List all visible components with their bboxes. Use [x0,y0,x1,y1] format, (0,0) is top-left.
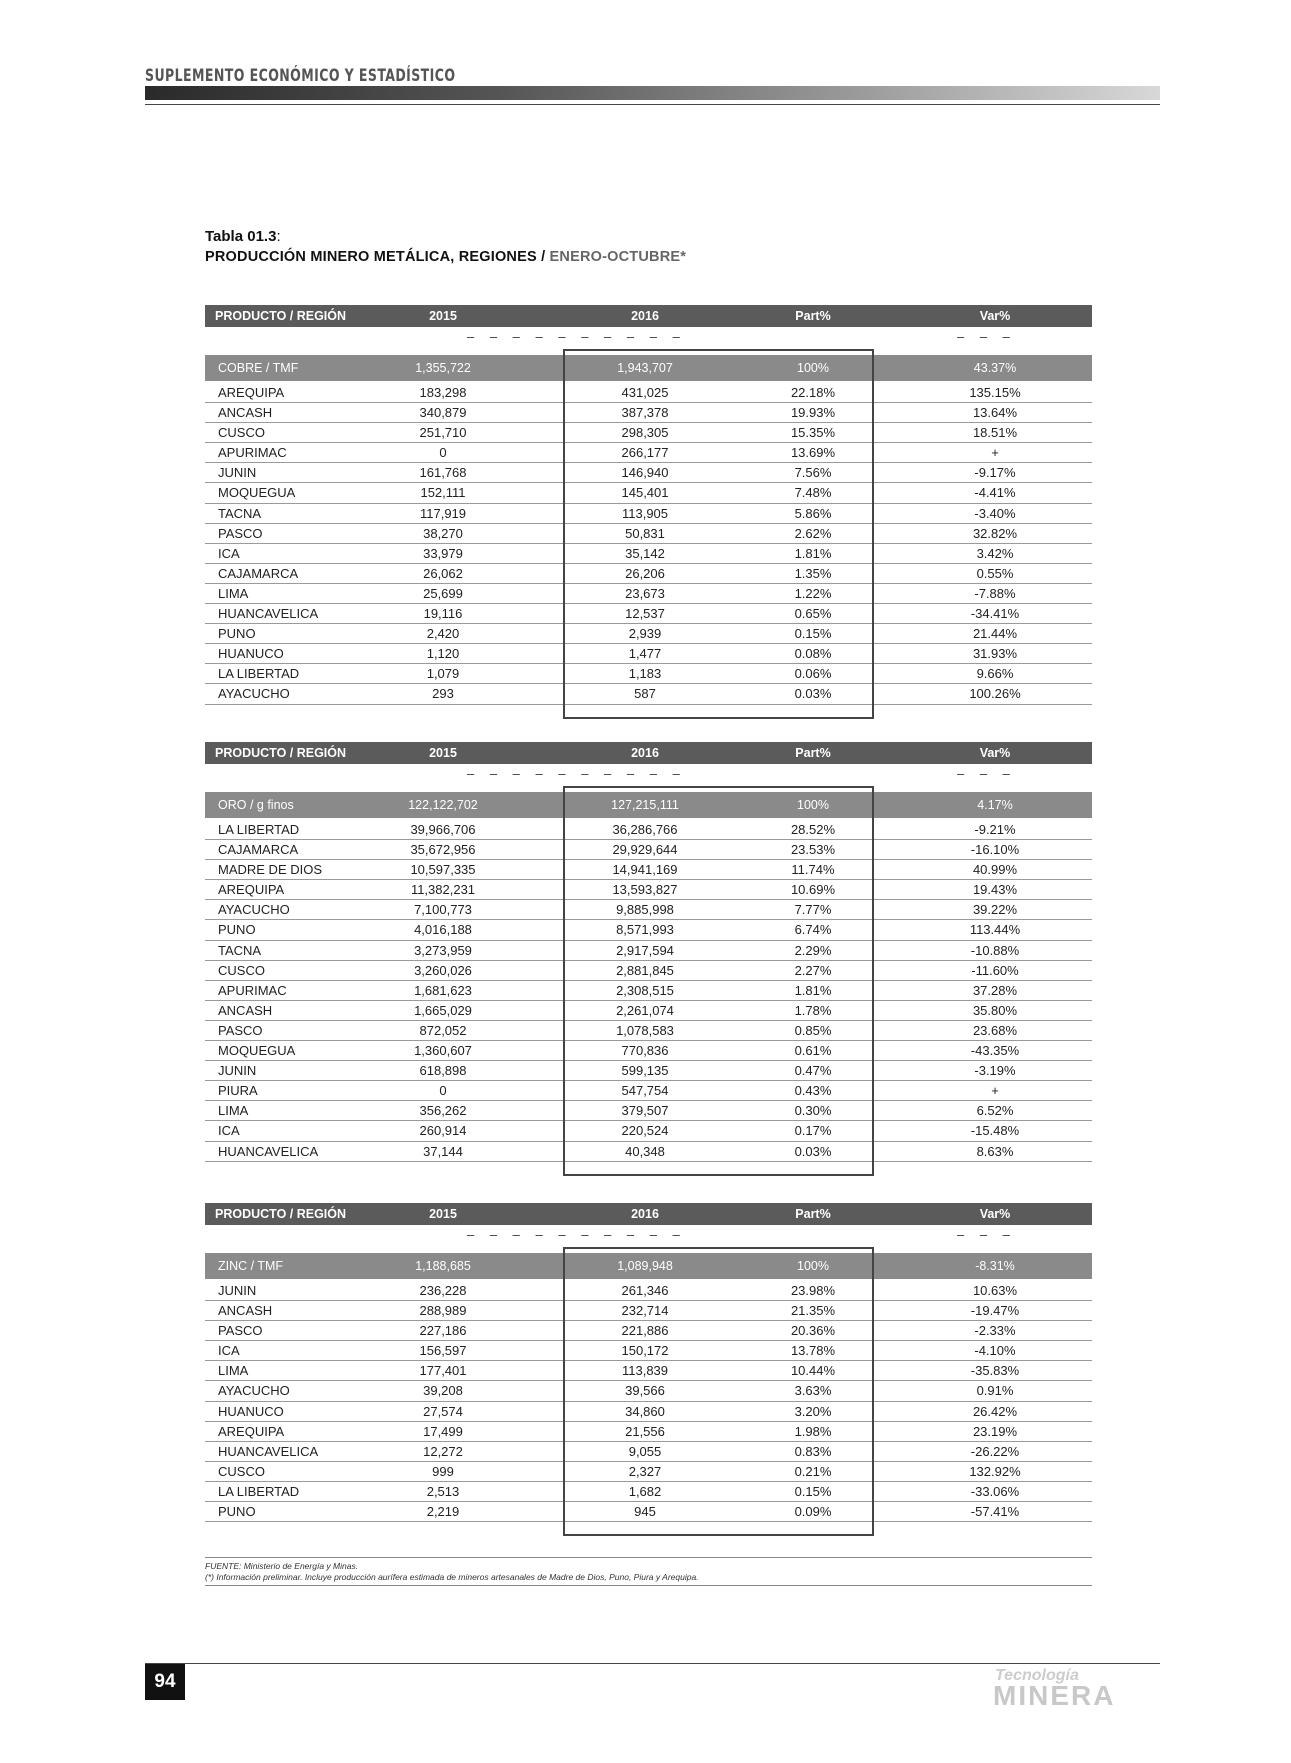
total-part: 100% [797,798,829,812]
column-header-row [205,305,1092,327]
region-name: MOQUEGUA [218,485,296,501]
total-2015: 1,355,722 [415,361,471,375]
region-name: PASCO [218,1323,263,1339]
region-name: MADRE DE DIOS [218,862,323,878]
value-part: 10.44% [790,1363,836,1379]
value-2015: 236,228 [419,1283,467,1298]
value-2015: 260,914 [419,1123,467,1139]
value-var: -35.83% [970,1363,1020,1379]
value-part: 7.77% [794,902,832,918]
value-part: 6.74% [794,922,832,938]
value-part: 0.15% [794,626,832,642]
region-name: APURIMAC [218,445,287,461]
value-2016: 431,025 [621,385,669,400]
value-2016: 547,754 [621,1083,669,1099]
header-region: PRODUCTO / REGIÓN [215,746,347,760]
value-part: 0.03% [794,686,832,702]
value-part: 1.35% [794,565,832,581]
value-2016: 13,593,827 [612,882,678,898]
value-part: 1.78% [794,1002,832,1018]
value-part: 28.52% [790,822,836,837]
region-name: LA LIBERTAD [218,666,300,682]
value-2016: 8,571,993 [616,922,674,938]
value-part: 5.86% [794,505,832,521]
total-var: 43.37% [973,361,1017,375]
header-2016: 2016 [631,746,659,760]
value-var: 0.55% [976,565,1014,581]
value-2015: 293 [432,686,454,702]
dash-var: – – – [957,1227,1016,1242]
section-title: SUPLEMENTO ECONÓMICO Y ESTADÍSTICO [145,66,456,86]
value-2016: 1,183 [628,666,662,682]
header-2015: 2015 [429,746,457,760]
region-name: CUSCO [218,962,265,978]
value-2015: 1,665,029 [414,1002,472,1018]
value-var: -16.10% [970,842,1020,858]
value-part: 1.22% [794,585,832,601]
header-2015: 2015 [429,1207,457,1221]
value-2015: 38,270 [423,525,463,541]
region-name: PUNO [218,1504,256,1520]
region-name: CUSCO [218,425,265,441]
value-var: 135.15% [969,385,1021,400]
total-var: 4.17% [977,798,1013,812]
region-name: ANCASH [218,1002,273,1018]
value-2015: 4,016,188 [414,922,472,938]
value-2015: 356,262 [419,1103,467,1119]
value-2016: 945 [634,1504,656,1520]
value-part: 0.65% [794,606,832,622]
value-part: 3.63% [794,1383,832,1399]
value-2015: 1,681,623 [414,982,472,998]
value-part: 2.27% [794,962,832,978]
value-part: 20.36% [790,1323,836,1339]
value-2016: 12,537 [625,606,665,622]
region-name: AYACUCHO [218,686,290,702]
value-2016: 113,839 [621,1363,669,1379]
region-name: JUNIN [218,1283,257,1298]
footnote-bottom-rule [205,1585,1092,1586]
value-2015: 872,052 [419,1022,467,1038]
header-2015: 2015 [429,309,457,323]
region-name: ANCASH [218,1303,273,1319]
region-name: CUSCO [218,1463,265,1479]
region-name: CAJAMARCA [218,842,299,858]
header-region: PRODUCTO / REGIÓN [215,1207,347,1221]
region-name: MOQUEGUA [218,1043,296,1059]
dash-years: – – – – – – – – – – [467,766,686,781]
footnote-top-rule [205,1557,1092,1558]
value-var: -34.41% [970,606,1020,622]
value-2016: 9,055 [628,1443,662,1459]
region-name: ICA [218,1343,240,1359]
value-2016: 298,305 [621,425,669,441]
column-header-row [205,742,1092,764]
region-name: HUANCAVELICA [218,1143,319,1159]
value-2015: 152,111 [420,485,466,501]
product-label: COBRE / TMF [218,361,299,375]
value-2015: 39,208 [423,1383,463,1399]
footer-divider [145,1663,1160,1664]
dash-years: – – – – – – – – – – [467,329,686,344]
value-part: 0.03% [794,1143,832,1159]
region-name: PASCO [218,1022,263,1038]
value-var: -2.33% [974,1323,1016,1339]
value-part: 21.35% [790,1303,836,1319]
value-var: 31.93% [972,646,1018,662]
table-label: Tabla 01.3: [205,228,281,245]
value-2016: 1,078,583 [616,1022,674,1038]
region-name: LIMA [218,585,249,601]
value-var: -9.21% [974,822,1016,837]
dash-var: – – – [957,766,1016,781]
value-part: 0.17% [794,1123,832,1139]
value-2015: 7,100,773 [414,902,472,918]
value-part: 15.35% [790,425,836,441]
value-var: -10.88% [970,942,1020,958]
region-name: HUANCAVELICA [218,1443,319,1459]
region-name: AYACUCHO [218,1383,290,1399]
header-part: Part% [795,1207,831,1221]
region-name: HUANUCO [218,646,284,662]
value-part: 0.47% [794,1063,832,1079]
value-2015: 17,499 [423,1423,463,1439]
value-part: 0.43% [794,1083,832,1099]
value-var: 23.68% [972,1022,1018,1038]
value-2016: 23,673 [625,585,665,601]
value-2016: 599,135 [621,1063,669,1079]
header-2016: 2016 [631,309,659,323]
value-part: 0.08% [794,646,832,662]
value-2015: 288,989 [419,1303,467,1319]
value-var: 132.92% [969,1463,1021,1479]
total-2015: 1,188,685 [415,1259,471,1273]
product-label: ORO / g finos [218,798,294,812]
value-2016: 36,286,766 [612,822,678,837]
value-var: 113.44% [969,922,1021,938]
value-var: -9.17% [974,465,1016,481]
dash-marks [205,764,1092,784]
value-part: 23.98% [790,1283,836,1298]
footnotes [205,1561,699,1583]
value-2015: 10,597,335 [410,862,476,878]
value-2015: 117,919 [419,505,467,521]
value-var: 3.42% [976,545,1014,561]
production-table [205,1203,1092,1522]
value-var: -3.19% [974,1063,1016,1079]
total-part: 100% [797,1259,829,1273]
value-part: 13.78% [790,1343,836,1359]
table-title: PRODUCCIÓN MINERO METÁLICA, REGIONES / ENERO-OCTUBRE* [205,249,687,265]
value-part: 0.61% [794,1043,832,1059]
value-2016: 1,682 [628,1483,662,1499]
region-name: LIMA [218,1103,249,1119]
value-var: 40.99% [972,862,1018,878]
value-var: 19.43% [972,882,1018,898]
region-name: AREQUIPA [218,385,285,400]
value-2016: 14,941,169 [612,862,678,878]
source-note: FUENTE: Ministerio de Energía y Minas. [205,1561,359,1571]
value-var: -43.35% [970,1043,1020,1059]
value-2015: 0 [439,445,447,461]
value-2015: 618,898 [419,1063,467,1079]
value-part: 11.74% [791,862,835,878]
value-2016: 387,378 [621,405,669,421]
value-part: 19.93% [790,405,836,421]
value-part: 0.09% [794,1504,832,1520]
value-2016: 1,477 [628,646,662,662]
value-2015: 177,401 [419,1363,467,1379]
value-var: 0.91% [976,1383,1014,1399]
header-var: Var% [979,309,1011,323]
value-2015: 161,768 [419,465,467,481]
value-2015: 33,979 [423,545,463,561]
value-2016: 113,905 [621,505,669,521]
region-name: PUNO [218,922,256,938]
value-2015: 39,966,706 [410,822,476,837]
value-2016: 770,836 [621,1043,669,1059]
value-part: 0.83% [794,1443,832,1459]
value-var: 21.44% [972,626,1018,642]
value-2015: 251,710 [419,425,467,441]
value-2016: 34,860 [625,1403,665,1419]
value-2016: 232,714 [621,1303,669,1319]
value-var: 100.26% [969,686,1021,702]
header-var: Var% [979,1207,1011,1221]
region-name: AREQUIPA [218,882,285,898]
value-var: 6.52% [976,1103,1014,1119]
value-2015: 25,699 [423,585,463,601]
region-name: AREQUIPA [218,1423,285,1439]
region-name: JUNIN [218,465,257,481]
value-2015: 156,597 [419,1343,467,1359]
value-2016: 2,917,594 [616,942,674,958]
region-name: APURIMAC [218,982,287,998]
value-2016: 40,348 [625,1143,665,1159]
highlight-2016-box [563,1247,874,1536]
value-part: 2.29% [794,942,832,958]
header-2016: 2016 [631,1207,659,1221]
region-name: AYACUCHO [218,902,290,918]
value-2015: 340,879 [419,405,467,421]
value-var: 13.64% [972,405,1018,421]
value-var: -33.06% [970,1483,1020,1499]
column-header-row [205,1203,1092,1225]
value-2016: 587 [634,686,656,702]
value-2016: 9,885,998 [616,902,674,918]
value-part: 3.20% [794,1403,832,1419]
total-2016: 127,215,111 [611,798,679,812]
value-part: 1.81% [794,545,832,561]
value-2016: 145,401 [621,485,669,501]
region-name: TACNA [218,505,262,521]
value-2015: 3,273,959 [414,942,472,958]
region-name: ICA [218,1123,240,1139]
value-2016: 50,831 [625,525,665,541]
value-var: -4.10% [974,1343,1016,1359]
value-var: -19.47% [970,1303,1020,1319]
value-2016: 379,507 [621,1103,669,1119]
production-table [205,742,1092,1162]
value-2015: 2,420 [426,626,460,642]
value-part: 0.30% [794,1103,832,1119]
region-name: ANCASH [218,405,273,421]
header-part: Part% [795,746,831,760]
value-2016: 261,346 [621,1283,669,1298]
value-var: 39.22% [972,902,1018,918]
value-part: 1.81% [794,982,832,998]
value-2015: 2,219 [426,1504,460,1520]
header-divider [145,104,1160,105]
value-2016: 146,940 [621,465,669,481]
header-var: Var% [979,746,1011,760]
dash-marks [205,327,1092,347]
value-var: 37.28% [972,982,1018,998]
value-2016: 26,206 [625,565,665,581]
value-2015: 37,144 [423,1143,463,1159]
value-2015: 999 [432,1463,454,1479]
value-2015: 11,382,231 [410,882,476,898]
value-2015: 1,360,607 [414,1043,472,1059]
value-var: + [991,1083,999,1099]
value-part: 0.85% [794,1022,832,1038]
header-part: Part% [795,309,831,323]
value-var: 9.66% [976,666,1014,682]
region-name: TACNA [218,942,262,958]
value-2015: 1,120 [426,646,460,662]
value-var: 18.51% [972,425,1018,441]
value-2015: 227,186 [419,1323,467,1339]
dash-marks [205,1225,1092,1245]
header-region: PRODUCTO / REGIÓN [215,309,347,323]
highlight-2016-box [563,349,874,719]
value-part: 2.62% [794,525,832,541]
value-part: 10.69% [790,882,836,898]
value-2016: 2,327 [628,1463,662,1479]
value-var: -7.88% [974,585,1016,601]
value-part: 0.21% [794,1463,832,1479]
value-2015: 183,298 [419,385,467,400]
region-name: CAJAMARCA [218,565,299,581]
value-2015: 1,079 [426,666,460,682]
product-label: ZINC / TMF [218,1259,284,1273]
value-part: 22.18% [790,385,836,400]
total-var: -8.31% [975,1259,1015,1273]
value-part: 1.98% [794,1423,832,1439]
value-part: 7.56% [794,465,832,481]
value-part: 23.53% [790,842,836,858]
highlight-2016-box [563,786,874,1176]
region-name: LIMA [218,1363,249,1379]
region-name: ICA [218,545,240,561]
value-var: 32.82% [972,525,1018,541]
value-2016: 266,177 [621,445,669,461]
region-name: JUNIN [218,1063,257,1079]
value-2016: 35,142 [625,545,665,561]
value-2015: 35,672,956 [410,842,476,858]
value-var: 8.63% [976,1143,1014,1159]
total-2015: 122,122,702 [408,798,478,812]
dash-years: – – – – – – – – – – [467,1227,686,1242]
value-2016: 2,939 [628,626,662,642]
region-name: LA LIBERTAD [218,1483,300,1499]
value-2015: 3,260,026 [414,962,472,978]
value-part: 0.06% [794,666,832,682]
value-var: 23.19% [972,1423,1018,1439]
value-var: 10.63% [972,1283,1018,1298]
value-2016: 39,566 [625,1383,665,1399]
value-2015: 2,513 [426,1483,460,1499]
value-2016: 21,556 [625,1423,665,1439]
value-2015: 19,116 [423,606,463,622]
brand-logo: Tecnología MINERA [993,1667,1116,1711]
value-2016: 220,524 [621,1123,669,1139]
value-var: 26.42% [972,1403,1018,1419]
value-2016: 2,261,074 [616,1002,674,1018]
page-number: 94 [145,1664,185,1700]
value-part: 7.48% [794,485,832,501]
total-2016: 1,943,707 [617,361,673,375]
value-var: 35.80% [972,1002,1018,1018]
value-2016: 29,929,644 [612,842,678,858]
value-2015: 26,062 [423,565,463,581]
dash-var: – – – [957,329,1016,344]
value-2016: 2,881,845 [616,962,674,978]
total-part: 100% [797,361,829,375]
total-2016: 1,089,948 [617,1259,673,1273]
value-var: + [991,445,999,461]
value-2016: 150,172 [621,1343,669,1359]
value-var: -3.40% [974,505,1016,521]
value-2016: 2,308,515 [616,982,674,998]
value-part: 13.69% [790,445,836,461]
value-2015: 27,574 [423,1403,463,1419]
region-name: PASCO [218,525,263,541]
value-2015: 12,272 [423,1443,463,1459]
region-name: PIURA [218,1083,258,1099]
region-name: HUANUCO [218,1403,284,1419]
value-2016: 221,886 [621,1323,669,1339]
region-name: HUANCAVELICA [218,606,319,622]
region-name: PUNO [218,626,256,642]
value-var: -4.41% [974,485,1016,501]
header-gradient-bar [145,86,1160,100]
region-name: LA LIBERTAD [218,822,300,837]
value-2015: 0 [439,1083,447,1099]
preliminary-note: (*) Información preliminar. Incluye producción aurífera estimada de mineros artesanales de Madre de Dios, Puno, Piura y Arequipa. [205,1572,699,1582]
value-var: -26.22% [970,1443,1020,1459]
production-table [205,305,1092,705]
value-part: 0.15% [794,1483,832,1499]
value-var: -57.41% [970,1504,1020,1520]
value-var: -15.48% [970,1123,1020,1139]
value-var: -11.60% [971,962,1019,978]
